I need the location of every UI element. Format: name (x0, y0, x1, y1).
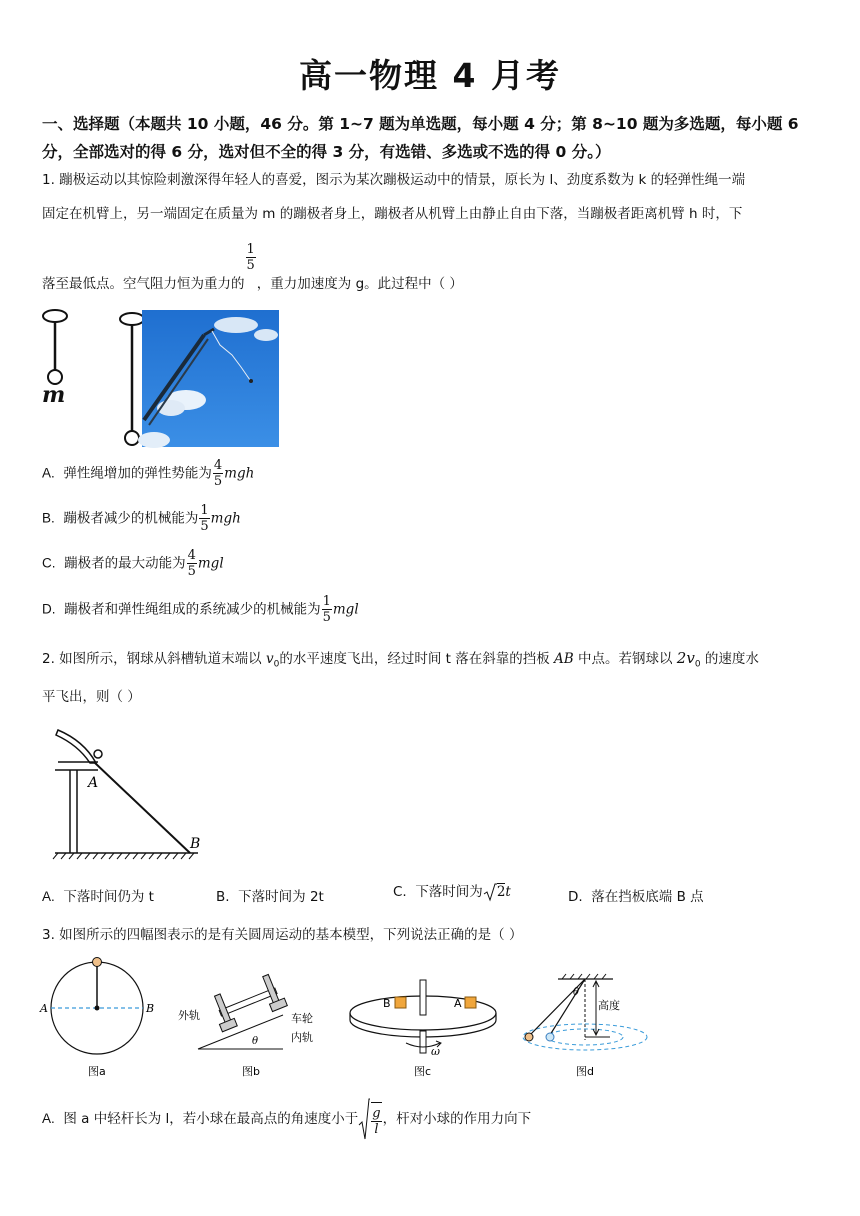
chute (56, 730, 96, 763)
fig-c-block-a: A (454, 997, 462, 1010)
figure-a (39, 958, 154, 1079)
frac-num: 4 (187, 548, 196, 563)
q1-line-3-text-b: ，重力加速度为 g。此过程中（ ） (256, 275, 463, 292)
q1-option-a (42, 458, 254, 489)
q1-option-d (42, 594, 359, 625)
q1-line-3 (42, 242, 832, 292)
option-label: A. (42, 465, 55, 481)
anchor-ring-2 (120, 313, 144, 325)
q2-text-b: 的水平速度飞出，经过时间 t 落在斜靠的挡板 (279, 651, 555, 667)
option-text-a: 图 a 中轻杆长为 l，若小球在最高点的角速度小于 (63, 1111, 359, 1127)
page-title: 高一物理 4 月考 (299, 56, 561, 95)
q1-figure (36, 305, 296, 450)
fig-c-block-b: B (383, 997, 391, 1010)
mass-ball-2 (125, 431, 139, 445)
sqrt-icon (483, 882, 497, 902)
sqrt-fraction (371, 1102, 381, 1137)
fig-c-omega: ω (431, 1045, 440, 1058)
section-line-2: 分，全部选对的得 6 分，选对但不全的得 3 分，有选错、多选或不选的得 0 分。） (42, 143, 611, 161)
q2-ab: AB (554, 651, 574, 667)
q2-text-a: 2. 如图所示，钢球从斜槽轨道末端以 (42, 651, 266, 667)
sqrt-icon (358, 1097, 370, 1141)
frac-num: 1 (200, 503, 209, 518)
option-text-b: ，杆对小球的作用力向下 (382, 1111, 532, 1127)
option-text: 蹦极者的最大动能为 (64, 555, 186, 572)
fig-a-point-a: A (40, 1002, 48, 1015)
q1-option-b (42, 503, 241, 534)
option-label: B. (42, 510, 55, 526)
frac-num: 1 (322, 594, 331, 609)
fig-d-theta: θ (573, 987, 580, 998)
ball (93, 958, 102, 967)
fig-b-outer-rail: 外轨 (178, 1009, 200, 1022)
option-label: B. (216, 889, 230, 905)
option-label: D. (568, 889, 583, 905)
option-expr: mgh (224, 465, 255, 482)
frac-den: 5 (322, 610, 331, 625)
fig-d-caption: 图d (576, 1065, 594, 1078)
q2-2v0: 2v (676, 649, 695, 667)
q1-line-1: 1. 蹦极运动以其惊险刺激深得年轻人的喜爱，图示为某次蹦极运动中的情景，原长为 l、劲度系数为 k 的轻弹性绳一端 (42, 172, 746, 188)
fig-b-caption: 图b (242, 1065, 260, 1078)
fig-a-caption: 图a (88, 1065, 106, 1078)
q3-option-a (42, 1097, 531, 1141)
option-text: 下落时间为 (415, 884, 483, 900)
option-text: 弹性绳增加的弹性势能为 (63, 465, 212, 482)
q2-option-a (42, 885, 154, 905)
option-label: A. (42, 889, 55, 904)
option-expr: t (505, 884, 511, 900)
frac-num: 4 (213, 458, 223, 473)
q2-v0: v (265, 651, 274, 667)
frac-den: 5 (213, 474, 223, 489)
q2-text-c: 中点。若钢球以 (573, 651, 677, 667)
steel-ball (94, 750, 102, 758)
point-b-label: B (190, 836, 201, 852)
frac-den: l (374, 1121, 379, 1137)
frac-num: g (372, 1105, 381, 1121)
q1-frac-num: 1 (246, 242, 255, 257)
option-label: D. (42, 601, 56, 617)
q3-line-1: 3. 如图所示的四幅图表示的是有关圆周运动的基本模型，下列说法正确的是（ ） (42, 927, 523, 943)
frac-den: 5 (187, 564, 196, 579)
q2-text-d: 的速度水 (700, 651, 759, 667)
option-expr: mgl (332, 601, 359, 618)
figure-d (523, 974, 647, 1078)
figure-b (178, 972, 313, 1078)
q1-figure-mass-label: m (42, 382, 66, 408)
q1-frac-den: 5 (246, 258, 255, 273)
fig-a-point-b: B (146, 1002, 155, 1015)
q2-line-1: 2. 如图所示，钢球从斜槽轨道末端以 $v_0$的水平速度飞出，经过时间 t 落在斜靠的挡板 AB 中点。若钢球以 $2v_0$ 的速度水 (42, 649, 759, 670)
q1-line-3-text-a: 落至最低点。空气阻力恒为重力的 (42, 275, 245, 292)
q3-figures (38, 955, 658, 1085)
option-text: 落在挡板底端 B 点 (591, 889, 704, 905)
q2-option-b (216, 885, 324, 905)
fig-d-height: 高度 (598, 999, 620, 1012)
bungee-photo (138, 310, 279, 448)
option-label: C. (42, 555, 56, 571)
sqrt-radicand: 2 (496, 884, 506, 900)
q1-option-c (42, 548, 224, 579)
option-text: 下落时间仍为 t (63, 889, 154, 905)
q2-option-c (393, 880, 511, 902)
q2-option-d (568, 885, 704, 905)
fig-b-wheel: 车轮 (291, 1012, 313, 1025)
option-label: C. (393, 884, 407, 900)
frac-den: 5 (200, 519, 209, 534)
section-heading (42, 110, 822, 166)
option-label: A. (42, 1111, 55, 1126)
option-expr: mgl (197, 555, 224, 572)
option-text: 下落时间为 2t (238, 889, 324, 905)
point-a-label: A (88, 775, 99, 791)
q1-line-2: 固定在机臂上，另一端固定在质量为 m 的蹦极者身上，蹦极者从机臂上由静止自由下落，当蹦极者距离机臂 h 时，下 (42, 206, 743, 222)
q2-figure (50, 725, 220, 865)
option-expr: mgh (210, 510, 241, 527)
option-text: 蹦极者减少的机械能为 (63, 510, 199, 527)
q1-fraction (246, 242, 256, 273)
fig-c-caption: 图c (414, 1065, 432, 1078)
fig-b-inner-rail: 内轨 (291, 1031, 313, 1044)
anchor-ring (43, 310, 67, 322)
section-line-1: 一、选择题（本题共 10 小题，46 分。第 1~7 题为单选题，每小题 4 分；第 8~10 题为多选题，每小题 6 (42, 115, 799, 133)
q2-line-2: 平飞出，则（ ） (42, 689, 141, 705)
option-text: 蹦极者和弹性绳组成的系统减少的机械能为 (64, 601, 321, 618)
baffle-ab (94, 762, 190, 853)
figure-c (350, 980, 496, 1078)
fig-b-theta: θ (252, 1036, 259, 1047)
